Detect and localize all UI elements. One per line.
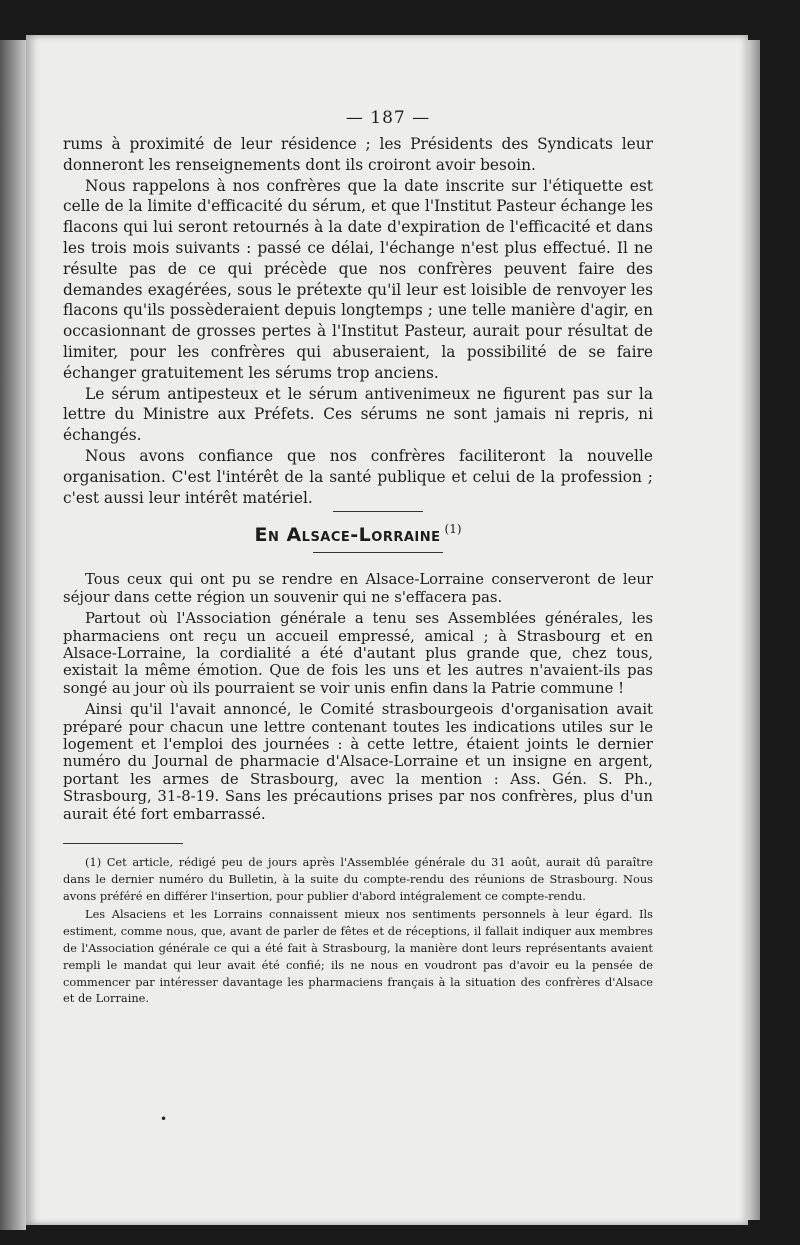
paragraph: Tous ceux qui ont pu se rendre en Alsace-Lorraine conserveront de leur séjour dans cette région un souvenir qui ne s'effacera pas. <box>63 571 653 606</box>
heading-underline <box>313 552 443 553</box>
footnote-ref: (1) <box>444 522 462 537</box>
paragraph: Nous rappelons à nos confrères que la date inscrite sur l'étiquette est celle de la limite d'efficacité du sérum, et que l'Institut Pasteur échange les flacons qui lui seront retournés à la date d'expiration de l'efficacité et dans les trois mois suivants : passé ce délai, l'échange n'est plus effectué. Il ne résulte pas de ce qui précède que nos confrères peuvent faire des demandes exagérées, sous le prétexte qu'il leur est loisible de renvoyer les flacons qu'ils possèderaient depuis longtemps ; une telle manière d'agir, en occasionnant de grosses pertes à l'Institut Pasteur, aurait pour résultat de limiter, pour les confrères qui abuseraient, la possibilité de se faire échanger gratuitement les sérums trop anciens. <box>63 176 653 382</box>
footnotes <box>63 843 653 1007</box>
paragraph: Nous avons confiance que nos confrères faciliteront la nouvelle organisation. C'est l'intérêt de la santé publique et celui de la profession ; c'est aussi leur intérêt matériel. <box>63 446 653 507</box>
page-content <box>63 108 653 1007</box>
footnote: Les Alsaciens et les Lorrains connaissent mieux nos sentiments personnels à leur égard. Ils estiment, comme nous, que, avant de parler de fêtes et de réceptions, il fallait indiquer aux membres de l'Association générale ce qui a été fait à Strasbourg, la manière dont leurs représentants avaient rempli le mandat qui leur avait été confié; ils ne nous en voudront pas d'avoir eu la pensée de commencer par intéresser davantage les pharmaciens français à la situation des confrères d'Alsace et de Lorraine. <box>63 907 653 1006</box>
section-alsace-lorraine <box>63 571 653 823</box>
section-heading <box>63 522 653 546</box>
paragraph: Le sérum antipesteux et le sérum antivenimeux ne figurent pas sur la lettre du Ministre aux Préfets. Ces sérums ne sont jamais ni repris, ni échangés. <box>63 384 653 445</box>
facing-page-edge <box>0 40 26 1230</box>
page-number: — 187 — <box>345 108 431 128</box>
heading-title: En Alsace-Lorraine <box>254 524 441 547</box>
section-serums <box>63 134 653 508</box>
paragraph: rums à proximité de leur résidence ; les Présidents des Syndicats leur donneront les renseignements dont ils croiront avoir besoin. <box>63 135 653 174</box>
paragraph: Partout où l'Association générale a tenu ses Assemblées générales, les pharmaciens ont reçu un accueil empressé, amical ; à Strasbourg et en Alsace-Lorraine, la cordialité a été d'autant plus grande que, chez tous, existait la même émotion. Que de fois les uns et les autres n'avaient-ils pas songé au jour où ils pourraient se voir unis enfin dans la Patrie commune ! <box>63 610 653 697</box>
ink-dot: • <box>160 1112 168 1126</box>
section-divider <box>333 511 423 512</box>
page-stack-edge <box>748 40 760 1220</box>
footnote-rule <box>63 843 183 844</box>
footnote: (1) Cet article, rédigé peu de jours après l'Assemblée générale du 31 août, aurait dû paraître dans le dernier numéro du Bulletin, à la suite du compte-rendu des réunions de Strasbourg. Nous avons préféré en différer l'insertion, pour publier d'abord intégralement ce compte-rendu. <box>63 855 653 903</box>
paragraph: Ainsi qu'il l'avait annoncé, le Comité strasbourgeois d'organisation avait préparé pour chacun une lettre contenant toutes les indications utiles sur le logement et l'emploi des journées : à cette lettre, étaient joints le dernier numéro du Journal de pharmacie d'Alsace-Lorraine et un insigne en argent, portant les armes de Strasbourg, avec la mention : Ass. Gén. S. Ph., Strasbourg, 31-8-19. Sans les précautions prises par nos confrères, plus d'un aurait été fort embarrassé. <box>63 701 653 823</box>
